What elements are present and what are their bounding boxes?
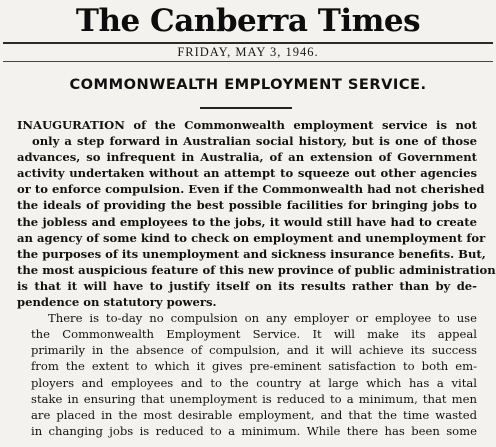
headline-rule: [200, 107, 292, 109]
text-line: primarily in the absence of compulsion, and it will achieve its success: [31, 343, 477, 358]
dateline: FRIDAY, MAY 3, 1946.: [177, 45, 319, 59]
text-line: the purposes of its unemployment and sickness insurance benefits. But,: [17, 246, 486, 261]
text-line: in changing jobs is reduced to a minimum. While there has been some: [31, 423, 477, 438]
text-line: INAUGURATION of the Commonwealth employment service is not: [17, 118, 477, 132]
text-line: or to enforce compulsion. Even if the Commonwealth had not cherished: [17, 182, 485, 197]
masthead: The Canberra Times: [75, 3, 421, 39]
text-line: advances, so infrequent in Australia, of an extension of Government: [17, 150, 477, 165]
text-line: the most auspicious feature of this new province of public administration: [17, 262, 496, 277]
headline: COMMONWEALTH EMPLOYMENT SERVICE.: [69, 76, 427, 93]
text-line: activity undertaken without an attempt to squeeze out other agencies: [17, 166, 477, 181]
text-line: only a step forward in Australian social history, but is one of those: [32, 134, 477, 149]
text-line: ployers and employees and to the country at large which has a vital: [31, 375, 477, 390]
text-line: are placed in the most desirable employment, and that the time wasted: [31, 407, 477, 422]
text-line: pendence on statutory powers.: [17, 295, 217, 310]
paragraph-2: [17, 310, 477, 439]
text-line: an agency of some kind to check on employment and unemployment for: [17, 230, 486, 245]
text-line: is that it will have to justify itself on its results rather than by de-: [17, 278, 477, 293]
text-line: the ideals of providing the best possible facilities for bringing jobs to: [17, 198, 477, 213]
paragraph-1: [17, 117, 496, 310]
dateline-rule: [3, 61, 493, 62]
text-line: the Commonwealth Employment Service. It will make its appeal: [31, 327, 477, 342]
text-line: There is to-day no compulsion on any employer or employee to use: [48, 311, 477, 326]
text-line: the jobless and employees to the jobs, it would still have had to create: [17, 214, 477, 229]
text-line: from the extent to which it gives pre-eminent satisfaction to both em-: [31, 359, 477, 374]
masthead-rule: [3, 42, 493, 44]
text-line: stake in ensuring that unemployment is reduced to a minimum, that men: [31, 391, 477, 406]
article-body: [17, 117, 496, 439]
